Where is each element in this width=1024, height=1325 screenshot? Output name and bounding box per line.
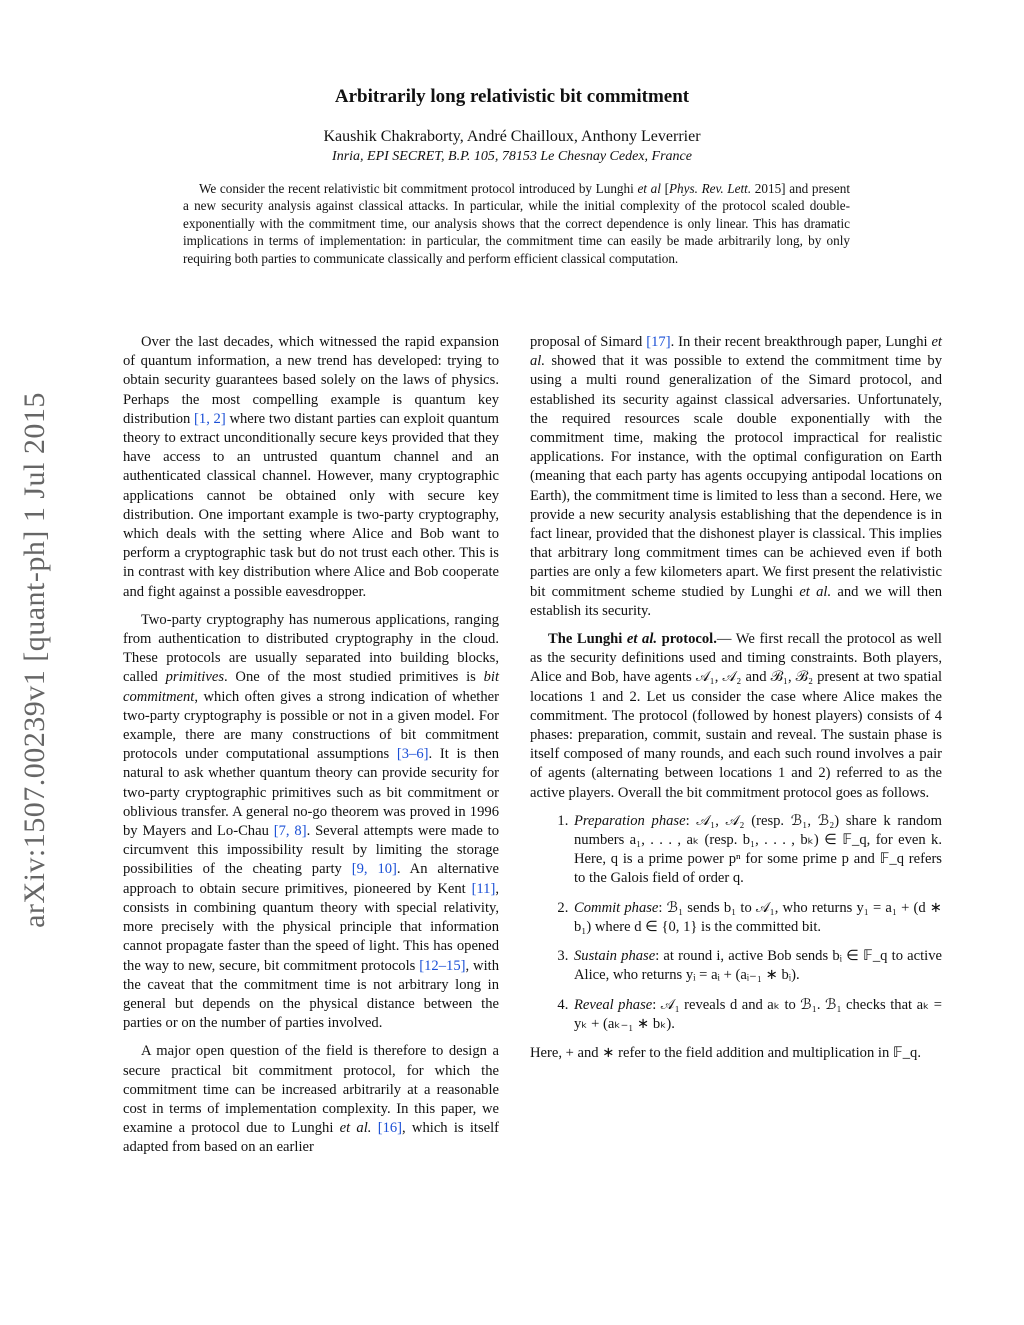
paragraph [123, 333, 499, 602]
arxiv-identifier: arXiv:1507.00239v1 [quant-ph] 1 Jul 2015 [18, 392, 51, 928]
affiliation: Inria, EPI SECRET, B.P. 105, 78153 Le Chesnay Cedex, France [332, 149, 692, 164]
paragraph [123, 611, 499, 1033]
abstract-text: We consider the recent relativistic bit commitment protocol introduced by Lunghi [199, 181, 634, 196]
text: . One of the most studied primitives is [224, 669, 484, 686]
heading-text: protocol. [657, 631, 717, 648]
text: . Several attempts were made to circumvent this impossibility result by limiting the storage possibilities of the cheating party [123, 823, 499, 878]
text: , which is itself adapted from based on an earlier [123, 1120, 500, 1156]
citation-link[interactable]: [12–15] [419, 957, 466, 974]
text: A major open question of the field is therefore to design a secure practical bit commitment protocol, for which the commitment time can be increased arbitrarily at a reasonable cost in terms of implementation complexity. In this paper, we examine a protocol due to Lunghi [123, 1043, 499, 1137]
phase-name: Commit phase [574, 899, 659, 916]
author-list: Kaushik Chakraborty, André Chailloux, Anthony Leverrier [323, 128, 701, 145]
abstract-bracket: [ [664, 181, 669, 196]
abstract-journal: Phys. Rev. Lett. [668, 181, 752, 196]
citation-link[interactable]: [17] [646, 334, 671, 350]
text: and we will then establish its security. [530, 583, 942, 619]
arxiv-sidebar [18, 360, 52, 960]
emphasis: et al. [799, 583, 832, 600]
text: We first recall the protocol as well as the security definitions used and timing constraints. Both players, Alice and Bob, have agents 𝒜₁, 𝒜₂ and ℬ₁, ℬ₂ present at two spatial locations 1 and 2. Let us consider the case where Alice makes the commitment. The protocol (followed by honest players) consists of 4 phases: preparation, commit, sustain and reveal. The sustain phase is itself composed of many rounds, and each such round involves a pair of agents (alternating between locations 1 and 2) referred to as the active players. Overall the bit commitment protocol goes as follows. [530, 631, 942, 801]
emphasis: primitives [165, 669, 224, 686]
phase-name: Reveal phase [574, 996, 653, 1013]
citation-link[interactable]: [9, 10] [351, 861, 397, 878]
text: Two-party cryptography has numerous applications, ranging from authentication to distributed cryptography in the cloud. These protocols are usually separated into building blocks, called [123, 611, 499, 686]
text: — [716, 631, 736, 648]
citation-link[interactable]: [1, 2] [194, 410, 226, 427]
list-item [572, 947, 942, 985]
citation-link[interactable]: [16] [377, 1120, 403, 1137]
text: Over the last decades, which witnessed the rapid expansion of quantum information, a new trend has developed: trying to obtain security guarantees based solely on the laws of physics. Perhaps the most compelling example is quantum key distribution [123, 334, 499, 427]
emphasis: et al. [339, 1120, 372, 1137]
emphasis: bit commitment [123, 669, 499, 705]
abstract-text-cont: 2015] and present a new security analysis against classical attacks. In particular, while the initial complexity of the protocol scaled double-exponentially with the commitment time, our analysis shows that the correct dependence is only linear. This has dramatic implications in terms of implementation: in particular, the commitment time can easily be made arbitrarily long, by only requiring both parties to communicate classically and perform efficient classical computation. [183, 181, 851, 266]
text: . An alternative approach to obtain secure primitives, pioneered by Kent [123, 861, 499, 897]
paragraph [530, 630, 942, 803]
citation-link[interactable]: [3–6] [396, 746, 429, 763]
citation-link[interactable]: [7, 8] [273, 823, 307, 840]
phase-text: : ℬ₁ sends b₁ to 𝒜₁, who returns y₁ = a₁ + (d ∗ b₁) where d ∈ {0, 1} is the committed bit. [574, 899, 942, 935]
text: , with the caveat that the commitment time is not arbitrary long in general but depends on the physical distance between the parties or on the number of parties involved. [123, 957, 499, 1032]
phase-list [530, 812, 942, 1034]
phase-text: : 𝒜₁, 𝒜₂ (resp. ℬ₁, ℬ₂) share k random numbers a₁, . . . , aₖ (resp. b₁, . . . , bₖ) ∈ 𝔽_q, for even k. Here, q is a prime power pⁿ for some prime p and 𝔽_q refers to the Galois field of order q. [574, 812, 942, 887]
abstract [183, 180, 850, 267]
text: , which often gives a strong indication of whether two-party cryptography is possible or not in a given model. For example, there are many constructions of bit commitment protocols under computational assumptions [123, 688, 499, 763]
section-heading [548, 631, 717, 647]
right-column [530, 333, 942, 1072]
phase-text: : at round i, active Bob sends bᵢ ∈ 𝔽_q to active Alice, who returns yᵢ = aᵢ + (aᵢ₋₁ ∗ bᵢ). [574, 948, 943, 984]
emphasis: et al. [530, 334, 942, 370]
paragraph: Here, + and ∗ refer to the field addition and multiplication in 𝔽_q. [530, 1044, 921, 1061]
text: where two distant parties can exploit quantum theory to extract unconditionally secure keys provided that they have access to an untrusted quantum channel and an authenticated classical channel. However, many cryptographic applications cannot be obtained only with secure key distribution. One important example is two-party cryptography, which deals with the setting where Alice and Bob want to perform a cryptographic task but do not trust each other. This is in contrast with key distribution where Alice and Bob cooperate and fight against a possible eavesdropper. [123, 410, 499, 600]
phase-name: Preparation phase [574, 812, 686, 829]
text: . It is then natural to ask whether quantum theory can provide security for two-party cryptographic primitives such as bit commitment or oblivious transfer. A general no-go theorem was proved in 1996 by Mayers and Lo-Chau [123, 746, 499, 840]
list-item [572, 812, 942, 889]
paragraph [530, 333, 942, 621]
paper-title: Arbitrarily long relativistic bit commitment [334, 86, 690, 107]
list-item [572, 996, 942, 1034]
left-column [123, 333, 499, 1167]
text: proposal of Simard [530, 334, 647, 350]
heading-text: The Lunghi [548, 631, 627, 648]
citation-link[interactable]: [11] [471, 880, 496, 897]
heading-emphasis: et al. [626, 631, 658, 648]
phase-text: : 𝒜₁ reveals d and aₖ to ℬ₁. ℬ₁ checks that aₖ = yₖ + (aₖ₋₁ ∗ bₖ). [574, 996, 942, 1032]
abstract-etal: et al [637, 181, 661, 196]
phase-name: Sustain phase [574, 948, 656, 965]
paragraph [123, 1042, 499, 1157]
text: . In their recent breakthrough paper, Lunghi [670, 334, 932, 350]
list-item [572, 899, 942, 937]
text: showed that it was possible to extend the commitment time by using a multi round generalization of the Simard protocol, and established its security against classical adversaries. Unfortunately, the required resources scale double exponentially with the commitment time, making the protocol impractical for realistic applications. For instance, with the optimal configuration on Earth (meaning that each party has agents occupying antipodal locations on Earth), the commitment time is limited to less than a second. Here, we provide a new security analysis establishing that the dependence is in fact linear, provided that the dishonest player is classical. This implies that arbitrary long commitment times can be achieved even if both parties are only a few kilometers apart. We first present the relativistic bit commitment scheme studied by Lunghi [530, 353, 942, 600]
text: , consists in combining quantum theory with special relativity, more precisely with the physical principle that information cannot propagate faster than the speed of light. This has opened the way to new, secure, bit commitment protocols [123, 880, 499, 974]
